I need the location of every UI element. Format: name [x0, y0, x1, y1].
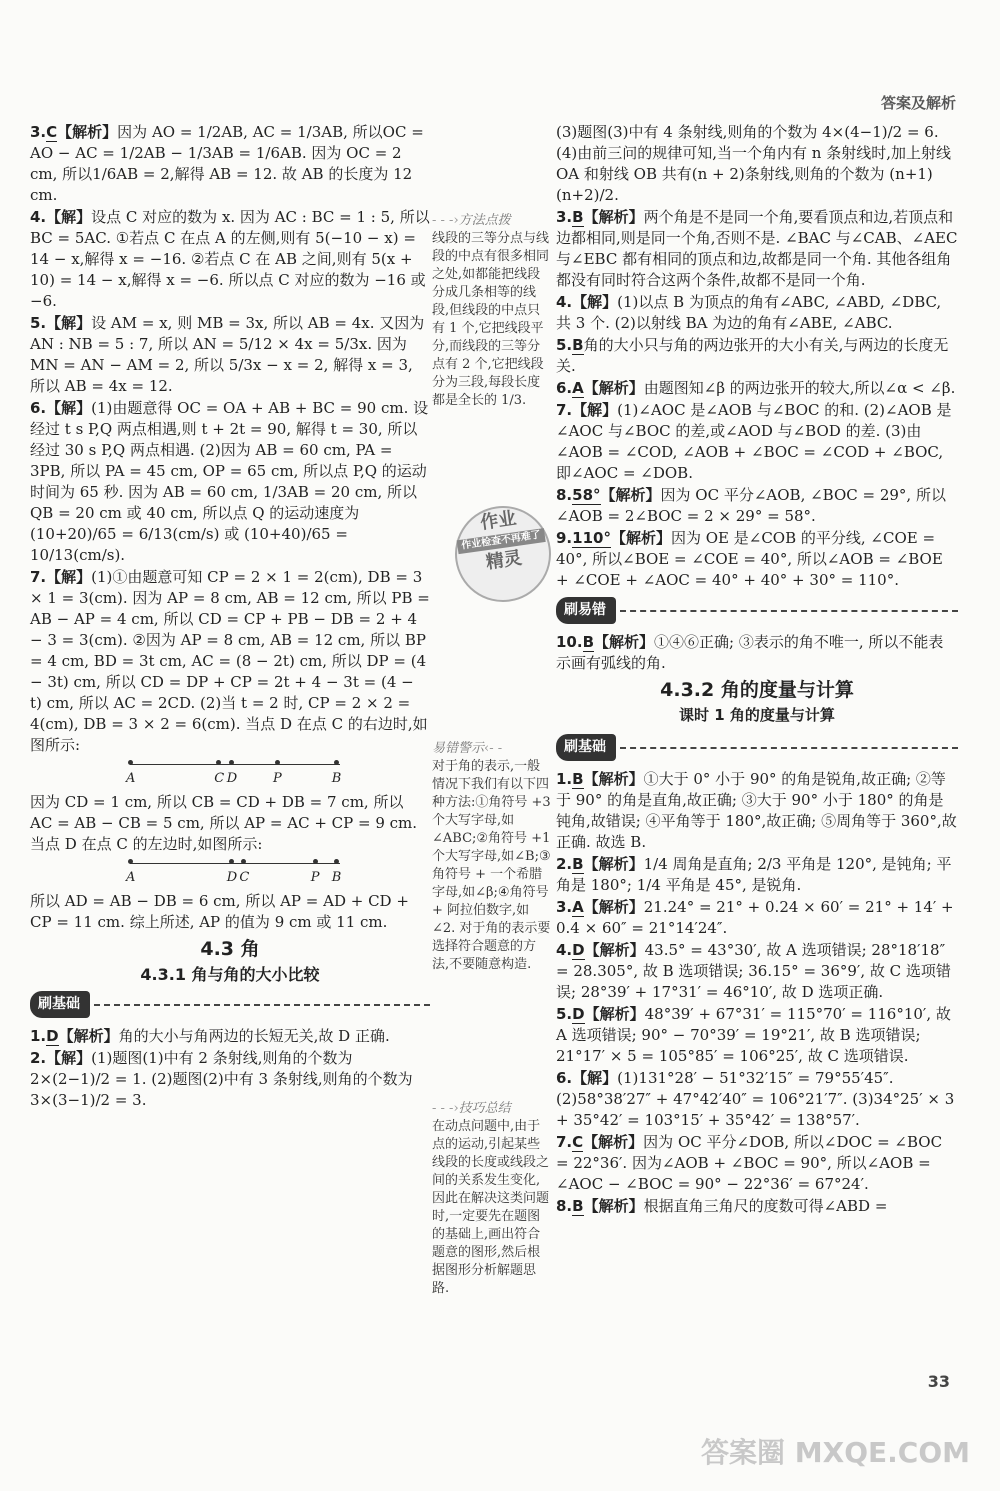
answer-item — [556, 940, 958, 1003]
error-warning-note: 易错警示‹- - 对于角的表示,一般情况下我们有以下四种方法:①角符号 +3 个大写字母,如∠ABC;②角符号 +1 个大写字母,如∠B;③角符号 + 一个希腊字母,如∠β;④角符号 + 阿拉伯数字,如∠2. 对于角的表示要选择符合题意的方法,不要随意构造. — [432, 741, 551, 972]
item-text: (1)题图(1)中有 2 条射线,则角的个数为 2×(2−1)/2 = 1. (2)题图(2)中有 3 条射线,则角的个数为 3×(3−1)/2 = 3. — [30, 1049, 413, 1109]
right-column — [556, 122, 958, 1218]
item-number: 4. — [30, 208, 47, 226]
answer-item — [30, 207, 430, 312]
watermark: 答案圈 MXQE.COM — [701, 1436, 970, 1469]
item-number: 1. — [556, 770, 573, 788]
item-label: 【解析】 — [594, 633, 655, 651]
item-label: 【解析】 — [584, 941, 645, 959]
answer-choice: B — [572, 855, 584, 873]
item-number: 4. — [556, 293, 573, 311]
answer-item — [30, 567, 430, 756]
diagram-d-left — [30, 857, 430, 887]
item-text: 因为 OE 是∠COB 的平分线, ∠COE = 40°, 所以∠BOE = ∠COE = 40°, 所以∠AOB = ∠BOE + ∠COE + ∠AOC = 40° + 40° + 30° = 110°. — [556, 529, 943, 589]
diagram-d-right — [30, 758, 430, 788]
item-text: 由题图知∠β 的两边张开的较大,所以∠α < ∠β. — [643, 379, 956, 397]
point-label: B — [331, 870, 342, 885]
answer-choice: 58° — [572, 486, 601, 504]
point-marker — [313, 859, 318, 864]
item-label: 【解析】 — [58, 1027, 119, 1045]
item-label: 【解析】 — [610, 529, 671, 547]
point-label: A — [126, 771, 136, 786]
item-label: 【解】 — [46, 1049, 92, 1067]
answer-item — [556, 400, 958, 484]
item-number: 7. — [556, 401, 573, 419]
error-warning-text: 对于角的表示,一般情况下我们有以下四种方法:①角符号 +3 个大写字母,如∠ABC;②角符号 +1 个大写字母,如∠B;③角符号 + 一个希腊字母,如∠β;④角符号 + 阿拉伯数字,如∠2. 对于角的表示要选择符合题意的方法,不要随意构造. — [432, 759, 551, 972]
answer-item — [556, 897, 958, 939]
item-text: 两个角是不是同一个角,要看顶点和边,若顶点和边都相同,则是同一个角,否则不是. ∠BAC 与∠CAB、∠AEC 与∠EBC 都有相同的顶点和边,故都是同一个角. 其他各组角都没有同时符合这两个条件,故都不是同一个角. — [556, 208, 958, 289]
answer-item — [30, 1026, 430, 1047]
item-label: 【解析】 — [583, 379, 644, 397]
item-text: (1)131°28′ − 51°32′15″ = 79°55′45″. (2)58°38′27″ + 47°42′40″ = 106°21′7″. (3)34°25′ × 3 + 35°42′ = 103°15′ + 35°42′ = 138°57′. — [556, 1069, 955, 1129]
technique-summary-note: - - -›技巧总结 在动点问题中,由于点的运动,引起某些线段的长度或线段之间的关系发生变化,因此在解决这类问题时,一定要先在题图的基础上,画出符合题意的图形,然后根据图形分析解题思路. — [432, 1100, 552, 1298]
left-column — [30, 122, 430, 1112]
answer-item — [30, 1048, 430, 1111]
item-text: (1)①由题意可知 CP = 2 × 1 = 2(cm), DB = 3 × 1 = 3(cm). 因为 AP = 8 cm, AB = 12 cm, 所以 PB = AB − AP = 4 cm, 所以 CD = CP + PB − DB = 2 + 4 − 3 = 3(cm). ②因为 AP = 8 cm, AB = 12 cm, 所以 BP = 4 cm, BD = 3t cm, AC = (8 − 2t) cm, 所以 DP = (4 − 3t) cm, 所以 CD = DP + CP = 2t + 4 − 3t = (4 − t) cm, 所以 AC = 2CD. (2)当 t = 2 时, CP = 2 × 2 = 4(cm), DB = 3 × 2 = 6(cm). 当点 D 在点 C 的右边时,如图所示: — [30, 568, 430, 754]
answer-item — [556, 207, 958, 291]
answer-item — [556, 485, 958, 527]
stamp-bottom: 精灵 — [484, 547, 524, 574]
stamp-mid: 作业检查不再难了 — [457, 528, 546, 554]
section-4-3-title: 4.3 角 — [200, 938, 260, 960]
answer-choice: A — [572, 898, 584, 916]
item-number: 9. — [556, 529, 573, 547]
item-text: ①④⑥正确; ③表示的角不唯一, 所以不能表示画有弧线的角. — [556, 633, 944, 672]
item-text: (1)∠AOC 是∠AOB 与∠BOC 的和. (2)∠AOB 是∠AOC 与∠BOC 的差,或∠AOD 与∠BOD 的差. (3)由∠AOB = ∠COD, ∠AOB + ∠BOC = ∠COD + ∠BOC, 即∠AOC = ∠DOB. — [556, 401, 952, 482]
item-text: 48°39′ + 67°31′ = 115°70′ = 116°10′, 故 A 选项错误; 90° − 70°39′ = 19°21′, 故 B 选项错误; 21°17′ × 5 = 105°85′ = 106°25′, 故 C 选项错误. — [556, 1005, 951, 1065]
point-label: B — [331, 771, 342, 786]
point-label: C — [214, 771, 225, 786]
item-text: 1/4 周角是直角; 2/3 平角是 120°, 是钝角; 平角是 180°; 1/4 平角是 45°, 是锐角. — [556, 855, 952, 894]
answer-item — [556, 632, 958, 674]
item-number: 8. — [556, 486, 573, 504]
item-number: 5. — [30, 314, 47, 332]
item-text: 因为 CD = 1 cm, 所以 CB = CD + DB = 7 cm, 所以 AC = AB − CB = 5 cm, 所以 AP = AC + CP = 9 cm. 当点 D 在点 C 的左边时,如图所示: — [30, 793, 418, 853]
item-number: 3. — [556, 898, 573, 916]
answer-item — [30, 122, 430, 206]
answer-item — [556, 769, 958, 853]
answer-choice: C — [572, 1133, 584, 1151]
point-marker — [229, 859, 234, 864]
item-label: 【解析】 — [583, 855, 644, 873]
item-number: 7. — [30, 568, 47, 586]
technique-summary-tag: 技巧总结 — [458, 1101, 511, 1116]
item-text: 设点 C 对应的数为 x. 因为 AC : BC = 1 : 5, 所以 BC = 5AC. ①若点 C 在点 A 的左侧,则有 5(−10 − x) = 14 − x,解得 x = −16. ②若点 C 在 AB 之间,则有 5(x + 10) = 14 − x,解得 x = −6. 所以点 C 对应的数为 −16 或 −6. — [30, 208, 430, 310]
answer-choice: B — [572, 208, 584, 226]
technique-summary-text: 在动点问题中,由于点的运动,引起某些线段的长度或线段之间的关系发生变化,因此在解决这类问题时,一定要先在题图的基础上,画出符合题意的图形,然后根据图形分析解题思路. — [432, 1119, 550, 1296]
logo-stamp — [449, 500, 557, 608]
item-label: 【解析】 — [583, 1197, 644, 1215]
item-label: 【解】 — [46, 314, 92, 332]
item-text: 因为 AO = 1/2AB, AC = 1/3AB, 所以OC = AO − AC = 1/2AB − 1/3AB = 1/6AB. 因为 OC = 2 cm, 所以1/6AB = 2,解得 AB = 12. 故 AB 的长度为 12 cm. — [30, 123, 424, 204]
answer-choice: B — [572, 770, 584, 788]
item-text: 因为 OC 平分∠DOB, 所以∠DOC = ∠BOC = 22°36′. 因为∠AOB + ∠BOC = 90°, 所以∠AOB = ∠AOC − ∠BOC = 90° − 22°36′ = 67°24′. — [556, 1133, 943, 1193]
answer-item — [556, 292, 958, 334]
answer-item — [30, 891, 430, 933]
basic-practice-badge — [30, 991, 430, 1018]
item-text: 所以 AD = AB − DB = 6 cm, 所以 AP = AD + CD + CP = 11 cm. 综上所述, AP 的值为 9 cm 或 11 cm. — [30, 892, 409, 931]
item-number: 2. — [30, 1049, 47, 1067]
item-label: 【解析】 — [583, 898, 644, 916]
section-4-3-1-title: 4.3.1 角与角的大小比较 — [140, 965, 320, 984]
item-text: (1)以点 B 为顶点的角有∠ABC, ∠ABD, ∠DBC, 共 3 个. (2)以射线 BA 为边的角有∠ABE, ∠ABC. — [556, 293, 942, 332]
item-number: 5. — [556, 336, 573, 354]
item-label: 【解析】 — [57, 123, 118, 141]
item-label: 【解析】 — [600, 486, 661, 504]
item-label: 【解析】 — [583, 208, 644, 226]
item-number: 1. — [30, 1027, 47, 1045]
answer-choice: D — [46, 1027, 59, 1045]
item-text: (3)题图(3)中有 4 条射线,则角的个数为 4×(4−1)/2 = 6. (4)由前三问的规律可知,当一个角内有 n 条射线时,加上射线 OA 和射线 OB 共有(n + 2)条射线,则角的个数为 (n+1)(n+2)/2. — [556, 123, 951, 204]
basic-practice-badge-2 — [556, 734, 958, 761]
answer-choice: B — [582, 633, 595, 651]
item-number: 7. — [556, 1133, 573, 1151]
item-number: 3. — [30, 123, 47, 141]
answer-item — [556, 378, 958, 399]
point-marker — [128, 760, 133, 765]
item-label: 【解析】 — [583, 770, 644, 788]
item-text: 因为 OC 平分∠AOB, ∠BOC = 29°, 所以∠AOB = 2∠BOC = 2 × 29° = 58°. — [556, 486, 946, 525]
item-label: 【解】 — [572, 293, 618, 311]
answer-choice: C — [46, 123, 58, 141]
answer-choice: B — [572, 1197, 584, 1215]
point-marker — [334, 760, 339, 765]
item-text: 21.24° = 21° + 0.24 × 60′ = 21° + 14′ + 0.4 × 60″ = 21°14′24″. — [556, 898, 954, 937]
badge-label: 刷易错 — [556, 597, 616, 624]
badge-label: 刷基础 — [30, 991, 90, 1018]
point-marker — [128, 859, 133, 864]
item-number: 2. — [556, 855, 573, 873]
answer-choice: A — [572, 379, 584, 397]
answer-item — [30, 313, 430, 397]
item-number: 4. — [556, 941, 573, 959]
item-label: 【解】 — [572, 401, 618, 419]
answer-item — [556, 122, 958, 206]
answer-item — [556, 335, 958, 377]
answer-item — [556, 1196, 958, 1217]
item-label: 【解】 — [46, 399, 92, 417]
method-tip-text: 线段的三等分点与线段的中点有很多相同之处,如都能把线段分成几条相等的线段,但线段的中点只有 1 个,它把线段平分,而线段的三等分点有 2 个,它把线段分为三段,每段长度都是全长的 1/3. — [432, 231, 550, 408]
item-label: 【解析】 — [584, 1005, 645, 1023]
answer-choice: 110° — [572, 529, 611, 547]
item-number: 6. — [556, 379, 573, 397]
item-text: 设 AM = x, 则 MB = 3x, 所以 AB = 4x. 又因为 AN : NB = 5 : 7, 所以 AN = 5/12 × 4x = 5/3x. 因为 MN = AN − AM = 2, 所以 5/3x − x = 2, 解得 x = 3, 所以 AB = 4x = 12. — [30, 314, 425, 395]
point-label: D — [226, 771, 238, 786]
item-number: 8. — [556, 1197, 573, 1215]
page-number: 33 — [927, 1372, 950, 1391]
method-tip-note: - - -›方法点拨 线段的三等分点与线段的中点有很多相同之处,如都能把线段分成几条相等的线段,但线段的中点只有 1 个,它把线段平分,而线段的三等分点有 2 个,它把线段分为三段,每段长度都是全长的 1/3. — [432, 212, 552, 410]
method-tip-tag: 方法点拨 — [458, 213, 511, 228]
answer-item — [556, 528, 958, 591]
item-text: 43.5° = 43°30′, 故 A 选项错误; 28°18′18″ = 28.305°, 故 B 选项错误; 36.15° = 36°9′, 故 C 选项错误; 28°39′ + 17°31′ = 46°10′, 故 D 选项正确. — [556, 941, 951, 1001]
item-text: 角的大小与角两边的长短无关,故 D 正确. — [118, 1027, 390, 1045]
point-marker — [334, 859, 339, 864]
answer-item — [556, 1068, 958, 1131]
answer-choice: D — [572, 941, 585, 959]
item-text: 角的大小只与角的两边张开的大小有关,与两边的长度无关. — [556, 336, 949, 375]
running-header: 答案及解析 — [880, 94, 956, 112]
item-number: 10. — [556, 633, 583, 651]
item-text: ①大于 0° 小于 90° 的角是锐角,故正确; ②等于 90° 的角是直角,故正确; ③大于 90° 小于 180° 的角是钝角,故错误; ④平角等于 180°,故正确; ⑤周角等于 360°,故正确. 故选 B. — [556, 770, 957, 851]
badge-label: 刷基础 — [556, 734, 616, 761]
answer-choice: D — [572, 1005, 585, 1023]
point-label: A — [126, 870, 136, 885]
point-marker — [275, 760, 280, 765]
item-text: (1)由题意得 OC = OA + AB + BC = 90 cm. 设经过 t s P,Q 两点相遇,则 t + 2t = 90, 解得 t = 30, 所以经过 30 s P,Q 两点相遇. (2)因为 AB = 60 cm, PA = 3PB, 所以 PA = 45 cm, OP = 65 cm, 所以点 P,Q 的运动时间为 65 秒. 因为 AB = 60 cm, 1/3AB = 20 cm, 所以 QB = 20 cm 或 40 cm, 所以点 Q 的运动速度为 (10+20)/65 = 6/13(cm/s) 或 (10+40)/65 = 10/13(cm/s). — [30, 399, 429, 564]
answer-item — [30, 398, 430, 566]
item-number: 5. — [556, 1005, 573, 1023]
answer-item — [30, 792, 430, 855]
point-label: D — [226, 870, 238, 885]
item-number: 6. — [30, 399, 47, 417]
item-label: 【解】 — [46, 568, 92, 586]
item-label: 【解】 — [572, 1069, 618, 1087]
item-label: 【解】 — [46, 208, 92, 226]
error-warning-tag: 易错警示 — [432, 741, 485, 756]
error-practice-badge — [556, 597, 958, 624]
point-label: C — [239, 870, 250, 885]
section-4-3-2-title: 4.3.2 角的度量与计算 — [660, 679, 854, 701]
point-label: P — [273, 771, 282, 786]
item-label: 【解析】 — [583, 1133, 644, 1151]
lesson-1-title: 课时 1 角的度量与计算 — [679, 706, 835, 724]
stamp-top: 作业 — [479, 507, 518, 534]
answer-item — [556, 854, 958, 896]
point-marker — [229, 760, 234, 765]
item-number: 6. — [556, 1069, 573, 1087]
answer-choice: B — [572, 336, 584, 354]
answer-item — [556, 1004, 958, 1067]
point-label: P — [310, 870, 320, 885]
answer-item — [556, 1132, 958, 1195]
item-text: 根据直角三角尺的度数可得∠ABD = — [643, 1197, 888, 1215]
item-number: 3. — [556, 208, 573, 226]
